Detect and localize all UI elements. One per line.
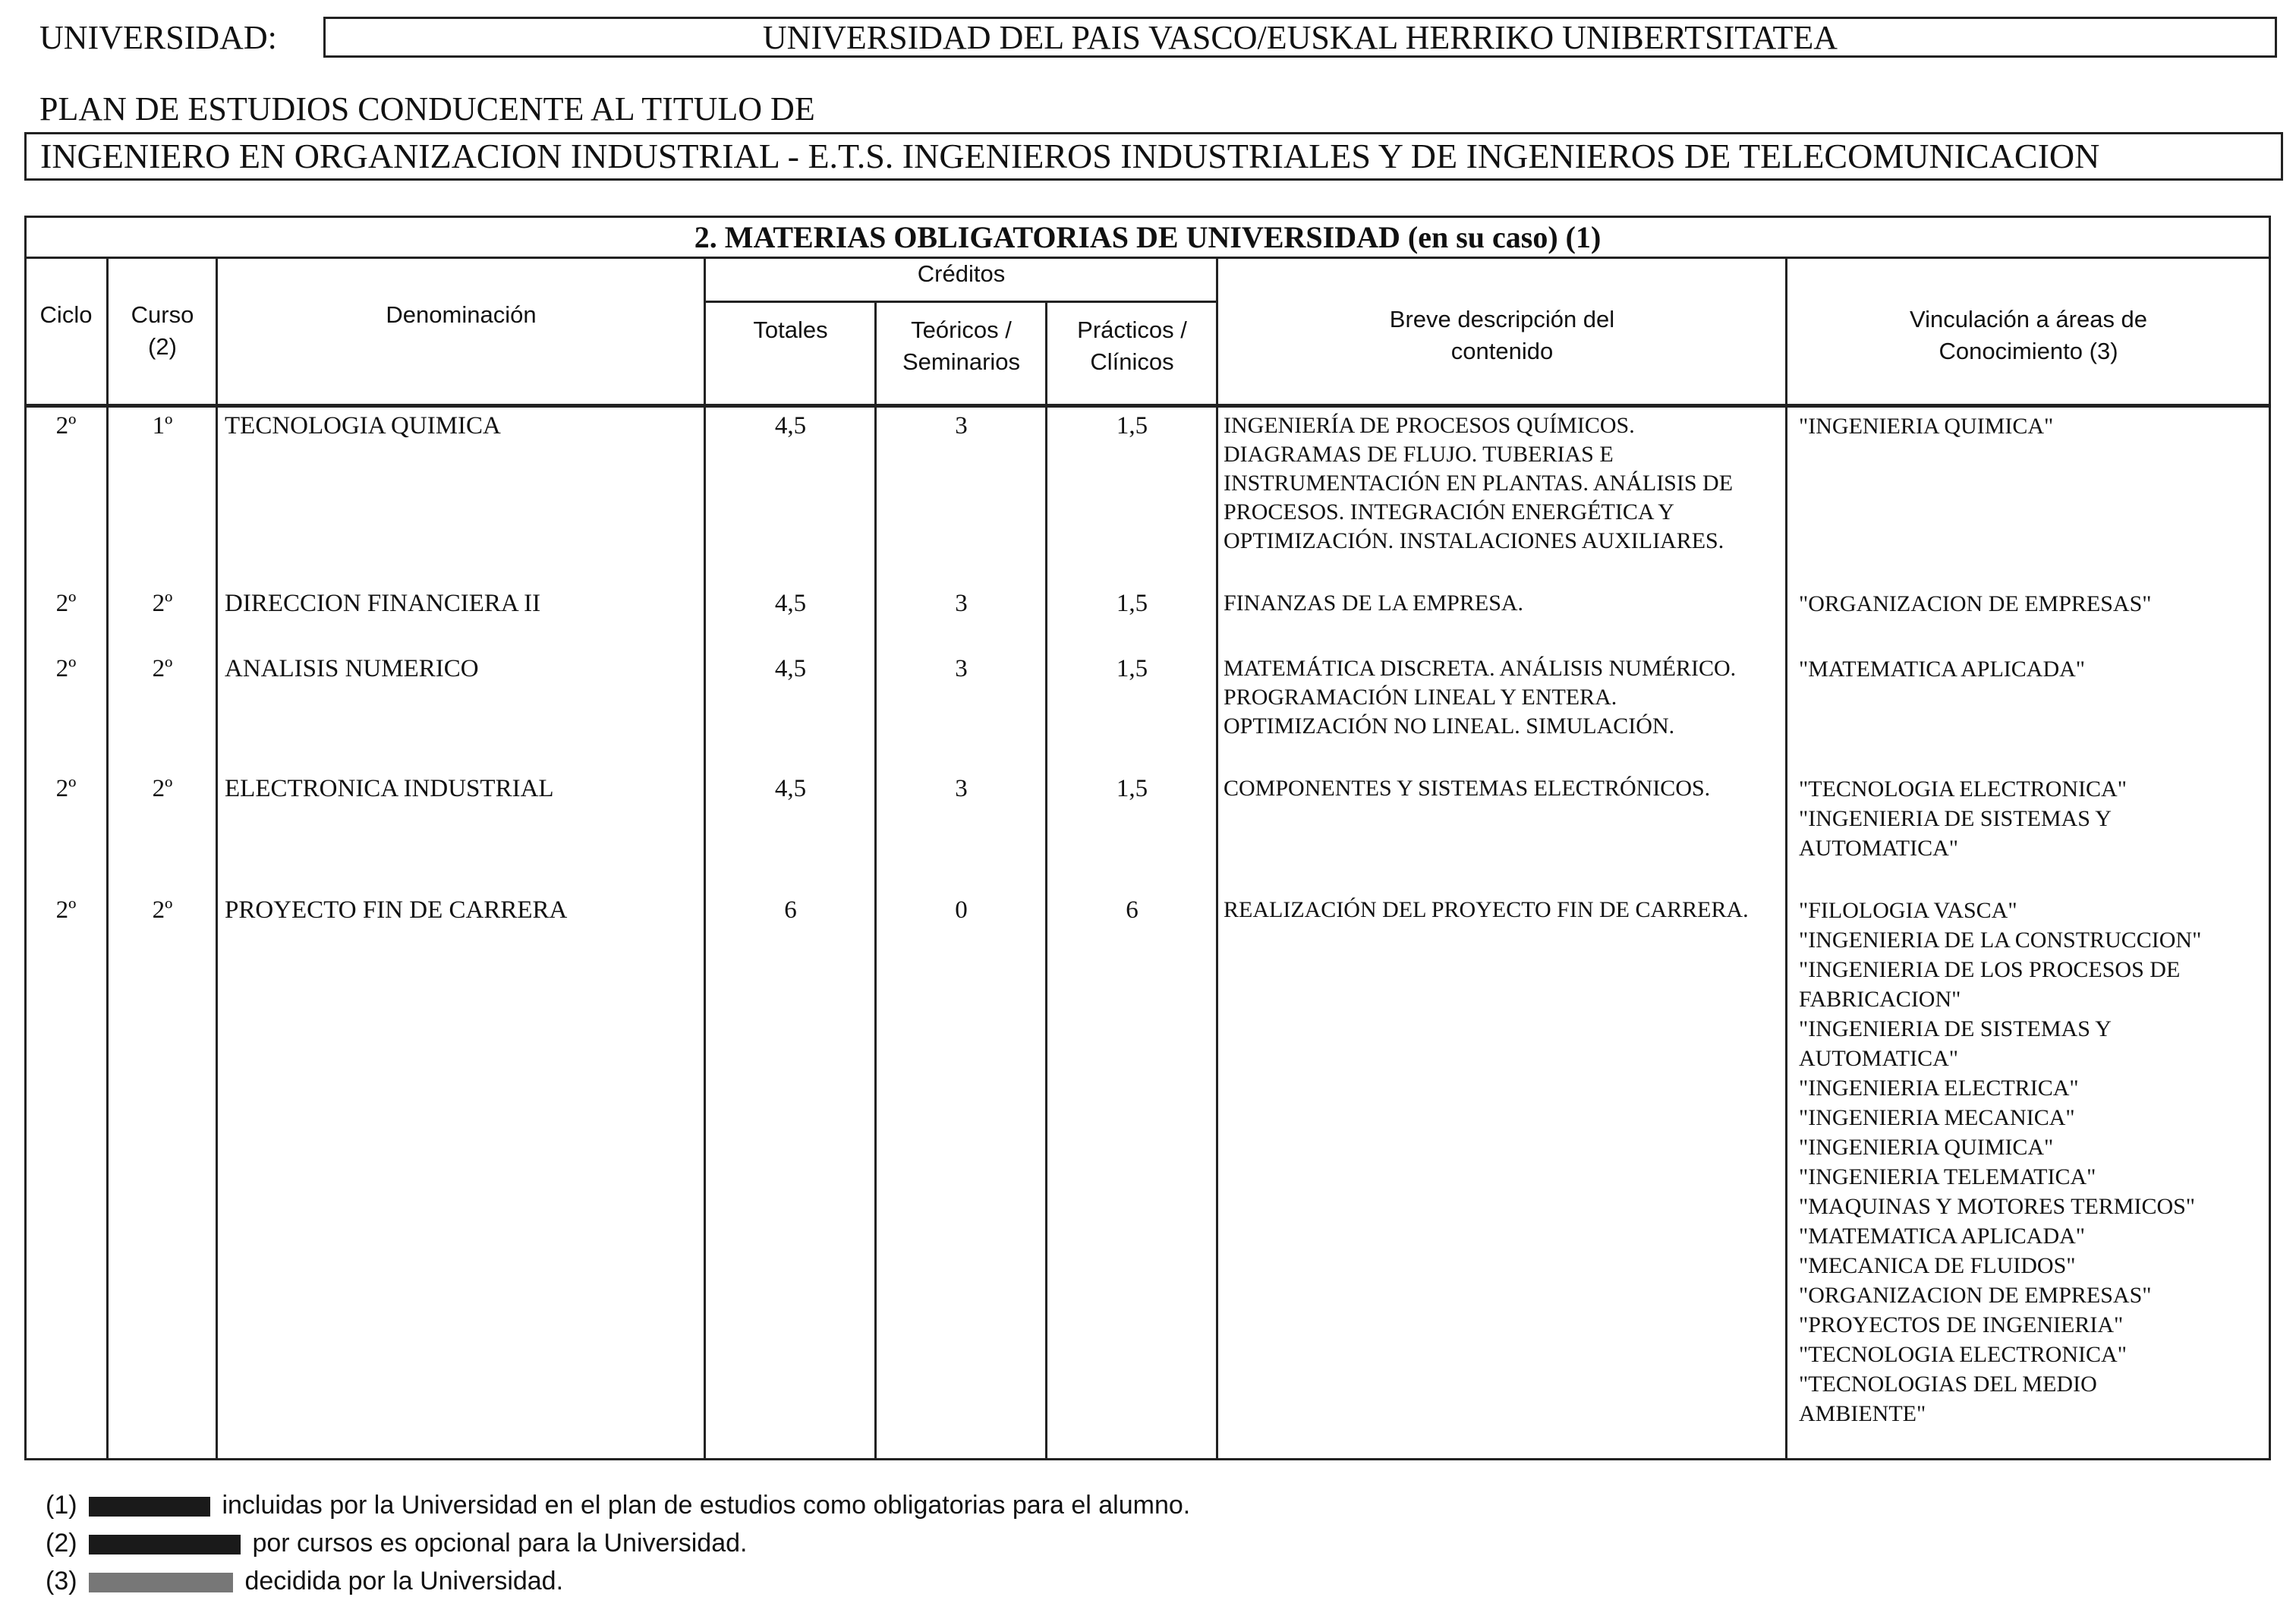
cell-denominacion: ELECTRONICA INDUSTRIAL — [225, 775, 554, 802]
cell-descripcion — [1224, 589, 1785, 618]
cell-practicos: 6 — [1126, 896, 1139, 924]
cell-totales: 4,5 — [774, 655, 807, 682]
header-practicos-line2: Clínicos — [1090, 348, 1174, 375]
cell-vinculacion — [1799, 896, 2269, 1428]
area-line: "INGENIERIA DE LA CONSTRUCCION" — [1799, 928, 2202, 953]
cell-descripcion — [1224, 896, 1785, 924]
cell-practicos: 1,5 — [1116, 775, 1148, 802]
area-line: "FILOLOGIA VASCA" — [1799, 898, 2017, 923]
cell-ciclo: 2º — [55, 655, 77, 682]
section-title: 2. MATERIAS OBLIGATORIAS DE UNIVERSIDAD (en su caso) (1) — [694, 220, 1602, 254]
table-border-top — [24, 216, 2271, 218]
header-curso — [108, 299, 217, 363]
header-rule — [24, 404, 2271, 408]
area-line: "MECANICA DE FLUIDOS" — [1799, 1253, 2076, 1278]
cell-descripcion — [1224, 411, 1785, 556]
area-line: FABRICACION" — [1799, 987, 1961, 1012]
table-border-left — [24, 216, 27, 1460]
cell-denominacion: DIRECCION FINANCIERA II — [225, 590, 541, 617]
degree-title-box: INGENIERO EN ORGANIZACION INDUSTRIAL - E.T.S. INGENIEROS INDUSTRIALES Y DE INGENIEROS DE TELECOMUNICACION — [24, 132, 2283, 181]
credits-rule — [704, 301, 1216, 303]
cell-vinculacion — [1799, 774, 2269, 863]
cell-ciclo: 2º — [55, 896, 77, 924]
header-vinculacion-line1: Vinculación a áreas de — [1909, 306, 2148, 332]
cell-vinculacion — [1799, 654, 2269, 684]
area-line: AUTOMATICA" — [1799, 836, 1959, 861]
cell-curso: 2º — [152, 590, 173, 617]
cell-descripcion — [1224, 654, 1785, 741]
cell-practicos: 1,5 — [1116, 655, 1148, 682]
header-practicos — [1047, 314, 1217, 378]
header-creditos: Créditos — [917, 260, 1006, 287]
header-descripcion-line2: contenido — [1450, 338, 1554, 364]
cell-totales: 4,5 — [774, 412, 807, 439]
descripcion-line: DIAGRAMAS DE FLUJO. TUBERIAS E — [1224, 442, 1614, 467]
descripcion-line: OPTIMIZACIÓN NO LINEAL. SIMULACIÓN. — [1224, 713, 1675, 739]
cell-totales: 4,5 — [774, 590, 807, 617]
area-line: "PROYECTOS DE INGENIERIA" — [1799, 1312, 2124, 1337]
cell-denominacion: PROYECTO FIN DE CARRERA — [225, 896, 568, 924]
redaction-mark — [89, 1497, 210, 1517]
area-line: AMBIENTE" — [1799, 1401, 1926, 1426]
descripcion-line: COMPONENTES Y SISTEMAS ELECTRÓNICOS. — [1224, 776, 1711, 801]
descripcion-line: INGENIERÍA DE PROCESOS QUÍMICOS. — [1224, 413, 1635, 438]
cell-teoricos: 3 — [955, 775, 968, 802]
area-line: "INGENIERIA DE SISTEMAS Y — [1799, 806, 2112, 831]
cell-practicos: 1,5 — [1116, 590, 1148, 617]
cell-curso: 1º — [152, 412, 173, 439]
footnote-2-text: por cursos es opcional para la Universidad. — [252, 1529, 748, 1558]
footnote-3-text: decidida por la Universidad. — [244, 1567, 564, 1595]
cell-denominacion: TECNOLOGIA QUIMICA — [225, 412, 501, 439]
footnote-2-marker: (2) — [46, 1529, 77, 1558]
area-line: "INGENIERIA DE SISTEMAS Y — [1799, 1016, 2112, 1041]
cell-curso: 2º — [152, 655, 173, 682]
descripcion-line: REALIZACIÓN DEL PROYECTO FIN DE CARRERA. — [1224, 897, 1749, 922]
header-teoricos-line2: Seminarios — [902, 348, 1021, 375]
cell-denominacion: ANALISIS NUMERICO — [225, 655, 479, 682]
descripcion-line: OPTIMIZACIÓN. INSTALACIONES AUXILIARES. — [1224, 528, 1724, 553]
area-line: "TECNOLOGIA ELECTRONICA" — [1799, 776, 2127, 802]
descripcion-line: PROGRAMACIÓN LINEAL Y ENTERA. — [1224, 685, 1617, 710]
area-line: "INGENIERIA DE LOS PROCESOS DE — [1799, 957, 2181, 982]
header-totales: Totales — [753, 317, 828, 343]
cell-vinculacion — [1799, 411, 2269, 441]
header-descripcion — [1217, 304, 1787, 367]
descripcion-line: PROCESOS. INTEGRACIÓN ENERGÉTICA Y — [1224, 499, 1674, 524]
area-line: "MAQUINAS Y MOTORES TERMICOS" — [1799, 1194, 2196, 1219]
header-teoricos — [876, 314, 1047, 378]
header-vinculacion-line2: Conocimiento (3) — [1939, 338, 2118, 364]
area-line: "MATEMATICA APLICADA" — [1799, 657, 2086, 682]
area-line: AUTOMATICA" — [1799, 1046, 1959, 1071]
cell-ciclo: 2º — [55, 775, 77, 802]
cell-teoricos: 3 — [955, 412, 968, 439]
table-border-bottom — [24, 1458, 2271, 1460]
cell-ciclo: 2º — [55, 590, 77, 617]
footnote-3-marker: (3) — [46, 1567, 77, 1595]
area-line: "MATEMATICA APLICADA" — [1799, 1224, 2086, 1249]
cell-teoricos: 3 — [955, 590, 968, 617]
header-vinculacion — [1787, 304, 2270, 367]
header-descripcion-line1: Breve descripción del — [1389, 306, 1615, 332]
redaction-mark — [89, 1573, 233, 1592]
footnote-1-marker: (1) — [46, 1491, 77, 1520]
area-line: "TECNOLOGIA ELECTRONICA" — [1799, 1342, 2127, 1367]
area-line: "ORGANIZACION DE EMPRESAS" — [1799, 591, 2152, 616]
footnote-3 — [46, 1567, 563, 1596]
col-divider-totales — [874, 301, 877, 1460]
col-divider-teoricos — [1045, 301, 1047, 1460]
footnote-1-text: incluidas por la Universidad en el plan de estudios como obligatorias para el alumno. — [222, 1491, 1191, 1520]
cell-descripcion — [1224, 774, 1785, 803]
header-denominacion: Denominación — [386, 301, 537, 328]
area-line: "INGENIERIA MECANICA" — [1799, 1105, 2075, 1130]
area-line: "INGENIERIA TELEMATICA" — [1799, 1164, 2096, 1189]
area-line: "INGENIERIA ELECTRICA" — [1799, 1076, 2079, 1101]
descripcion-line: INSTRUMENTACIÓN EN PLANTAS. ANÁLISIS DE — [1224, 471, 1734, 496]
descripcion-line: MATEMÁTICA DISCRETA. ANÁLISIS NUMÉRICO. — [1224, 656, 1737, 681]
cell-vinculacion — [1799, 589, 2269, 619]
header-curso-note: (2) — [148, 333, 177, 360]
cell-teoricos: 0 — [955, 896, 968, 924]
col-divider-descripcion — [1785, 257, 1787, 1460]
cell-curso: 2º — [152, 896, 173, 924]
area-line: "ORGANIZACION DE EMPRESAS" — [1799, 1283, 2152, 1308]
cell-totales: 6 — [784, 896, 797, 924]
cell-ciclo: 2º — [55, 412, 77, 439]
header-practicos-line1: Prácticos / — [1077, 317, 1187, 343]
area-line: "INGENIERIA QUIMICA" — [1799, 1135, 2054, 1160]
cell-teoricos: 3 — [955, 655, 968, 682]
cell-totales: 4,5 — [774, 775, 807, 802]
header-ciclo: Ciclo — [39, 301, 93, 328]
redaction-mark — [89, 1535, 241, 1554]
footnote-1 — [46, 1491, 1190, 1520]
plan-label: PLAN DE ESTUDIOS CONDUCENTE AL TITULO DE — [39, 90, 815, 128]
descripcion-line: FINANZAS DE LA EMPRESA. — [1224, 591, 1524, 616]
cell-practicos: 1,5 — [1116, 412, 1148, 439]
area-line: "TECNOLOGIAS DEL MEDIO — [1799, 1372, 2097, 1397]
header-teoricos-line1: Teóricos / — [911, 317, 1012, 343]
area-line: "INGENIERIA QUIMICA" — [1799, 414, 2054, 439]
university-label: UNIVERSIDAD: — [39, 19, 277, 56]
header-curso-label: Curso — [131, 301, 194, 328]
university-name-box: UNIVERSIDAD DEL PAIS VASCO/EUSKAL HERRIKO UNIBERTSITATEA — [323, 17, 2277, 58]
cell-curso: 2º — [152, 775, 173, 802]
footnote-2 — [46, 1529, 747, 1558]
